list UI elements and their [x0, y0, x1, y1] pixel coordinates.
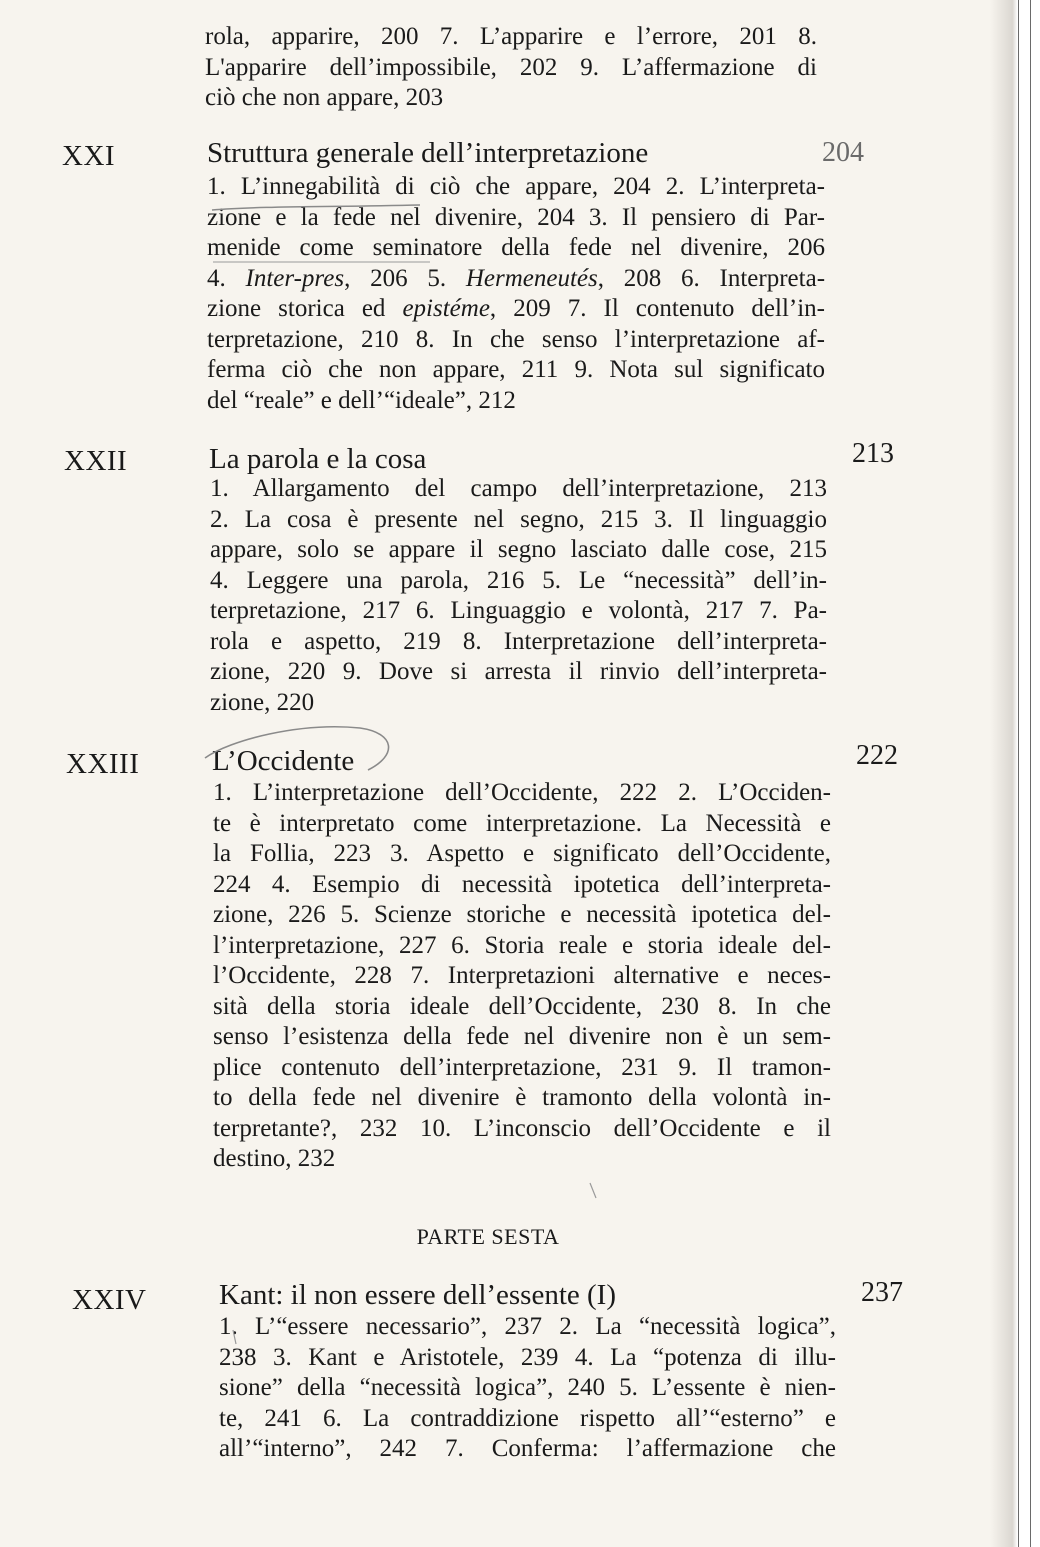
page-edge-shadow	[990, 0, 1040, 1547]
chapter-page-number: 213	[852, 438, 894, 469]
contents-line: 2. La cosa è presente nel segno, 215 3. Il linguaggio	[210, 505, 827, 533]
continuation-line: ciò che non appare, 203	[205, 84, 444, 111]
contents-line: zione e la fede nel divenire, 204 3. Il pensiero di Par-	[207, 203, 825, 231]
chapter-contents	[207, 172, 825, 416]
chapter-numeral: XXII	[64, 445, 128, 477]
continuation-line: L'apparire dell’impossibile, 202 9. L’affermazione di	[205, 53, 817, 81]
contents-line: 4. Inter-pres, 206 5. Hermeneutés, 208 6. Interpreta-	[207, 264, 826, 292]
contents-line: 238 3. Kant e Aristotele, 239 4. La “potenza di illu-	[219, 1343, 836, 1371]
chapter-page-number: 237	[861, 1277, 903, 1308]
chapter-title: La parola e la cosa	[209, 443, 427, 475]
contents-line: 1. L’interpretazione dell’Occidente, 222 2. L’Occiden-	[213, 779, 831, 806]
contents-line: 1. L’innegabilità di ciò che appare, 204 2. L’interpreta-	[207, 173, 825, 200]
contents-line: 4. Leggere una parola, 216 5. Le “necessità” dell’in-	[210, 566, 827, 594]
contents-line: sione” della “necessità logica”, 240 5. L’essente è nien-	[219, 1374, 836, 1401]
chapter-page-number: 204	[822, 137, 864, 168]
contents-line: all’“interno”, 242 7. Conferma: l’affermazione che	[219, 1435, 836, 1462]
continuation-text	[205, 22, 817, 114]
chapter-title: Kant: il non essere dell’essente (I)	[219, 1279, 616, 1311]
contents-line: appare, solo se appare il segno lasciato dalle cose, 215	[210, 536, 827, 563]
chapter-title: L’Occidente	[212, 745, 355, 777]
contents-line: destino, 232	[213, 1145, 336, 1172]
contents-line: zione storica ed epistéme, 209 7. Il contenuto dell’in-	[207, 295, 825, 322]
chapter-contents	[213, 778, 831, 1175]
page-edge-line	[1030, 0, 1031, 1547]
contents-line: senso l’esistenza della fede nel divenire non è un sem-	[213, 1023, 831, 1050]
contents-line: terpretazione, 217 6. Linguaggio e volontà, 217 7. Pa-	[210, 597, 827, 624]
contents-line: 1. L’“essere necessario”, 237 2. La “necessità logica”,	[219, 1313, 836, 1340]
chapter-numeral: XXI	[62, 140, 116, 172]
contents-line: 1. Allargamento del campo dell’interpretazione, 213	[210, 475, 827, 502]
chapter-page-number: 222	[856, 740, 898, 771]
chapter-contents	[219, 1312, 836, 1465]
contents-line: sità della storia ideale dell’Occidente, 230 8. In che	[213, 992, 831, 1020]
contents-line: te, 241 6. La contraddizione rispetto all’“esterno” e	[219, 1404, 836, 1432]
contents-line: zione, 226 5. Scienze storiche e necessità ipotetica del-	[213, 901, 831, 928]
contents-line: to della fede nel divenire è tramonto della volontà in-	[213, 1084, 831, 1111]
contents-line: rola e aspetto, 219 8. Interpretazione dell’interpreta-	[210, 627, 827, 655]
continuation-line: rola, apparire, 200 7. L’apparire e l’errore, 201 8.	[205, 23, 817, 50]
chapter-title: Struttura generale dell’interpretazione	[207, 137, 649, 169]
contents-line: 224 4. Esempio di necessità ipotetica dell’interpreta-	[213, 870, 831, 898]
contents-line: l’Occidente, 228 7. Interpretazioni alternative e neces-	[213, 962, 831, 989]
page-edge-line	[1018, 0, 1019, 1547]
chapter-numeral: XXIV	[72, 1284, 147, 1316]
contents-line: zione, 220 9. Dove si arresta il rinvio dell’interpreta-	[210, 658, 827, 685]
pencil-tick-mark	[590, 1183, 596, 1198]
contents-line: terpretante?, 232 10. L’inconscio dell’Occidente e il	[213, 1114, 831, 1142]
contents-line: l’interpretazione, 227 6. Storia reale e storia ideale del-	[213, 931, 831, 959]
contents-line: terpretazione, 210 8. In che senso l’interpretazione af-	[207, 325, 825, 353]
contents-line: ferma ciò che non appare, 211 9. Nota sul significato	[207, 356, 825, 383]
chapter-numeral: XXIII	[66, 748, 140, 780]
contents-line: la Follia, 223 3. Aspetto e significato dell’Occidente,	[213, 840, 831, 867]
part-heading: PARTE SESTA	[416, 1224, 560, 1249]
contents-line: menide come seminatore della fede nel divenire, 206	[207, 234, 825, 261]
contents-line: te è interpretato come interpretazione. La Necessità e	[213, 809, 831, 837]
chapter-contents	[210, 474, 827, 718]
contents-line: zione, 220	[210, 688, 315, 716]
contents-line: del “reale” e dell’“ideale”, 212	[207, 386, 516, 414]
contents-line: plice contenuto dell’interpretazione, 231 9. Il tramon-	[213, 1053, 831, 1081]
